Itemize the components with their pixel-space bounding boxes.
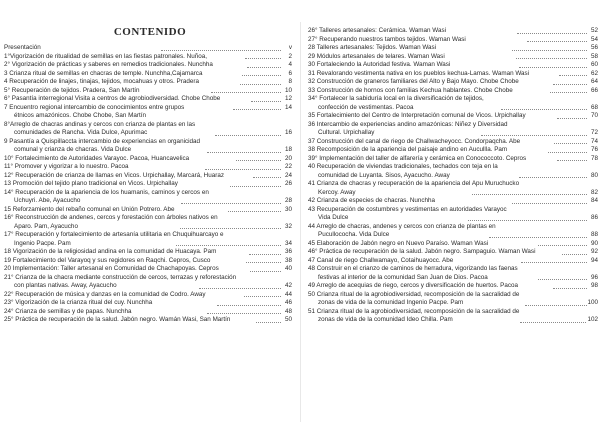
toc-entry-title: 2° Vigorización de prácticas y saberes en remedios tradicionales. Nunchha [4,61,213,68]
dot-leader [253,177,281,178]
toc-entry-title-cont: Cultural. Urpichallay [318,129,375,136]
toc-entry [4,138,292,147]
toc-page-number: 46 [284,299,292,306]
toc-entry [4,291,292,300]
toc-entry-continuation [4,112,292,121]
dot-leader [207,313,281,314]
toc-entry-title: 50 Crianza ritual de la agrobiodiversidad, recomposición de la sacralidad de [308,290,520,298]
toc-page-number: 88 [591,231,599,238]
toc-page-number: 28 [285,197,293,204]
dot-leader [256,322,281,323]
toc-entry [4,265,292,274]
toc-page-number: 96 [591,273,599,281]
dot-leader [249,254,281,255]
toc-page-number: 84 [591,197,599,204]
toc-entry-title: 41 Crianza de chacras y recuperación de la apariencia del Apu Muruchucko [308,180,520,187]
right-column [308,27,598,325]
toc-entry-title: 29 Módulos artesanales de telares. Waman Wasi [308,52,445,60]
toc-entry-continuation [308,172,598,181]
toc-page-number: 58 [591,52,599,60]
toc-page-number: 10 [284,86,292,94]
toc-entry-title: 16° Reconstrucción de andenes, cercos y forestación con árboles nativos en [4,214,218,221]
toc-entry-title: 21° Crianza de la chacra mediante construcción de cercos, terrazas y reforestación [4,273,237,281]
toc-page-number: v [288,44,293,51]
toc-page-number: 60 [590,61,598,68]
toc-entry-title: 40 Recuperación de viviendas tradicionales, techados con teja en la [308,163,498,170]
toc-entry-continuation [4,197,292,206]
toc-entry [4,78,292,87]
toc-entry [308,112,598,121]
dot-leader [176,245,281,246]
toc-entry-title-cont: Uchuyri. Abe, Ayacucho [14,197,81,204]
toc-entry-title: 30 Fortaleciendo la Autoridad festiva. Waman Wasi [308,61,451,68]
toc-entry-continuation [4,146,292,155]
toc-entry-continuation [308,129,598,138]
toc-entry [308,70,598,79]
toc-page-number: 4 [288,61,293,68]
toc-page-number: 24 [285,171,293,179]
toc-entry [308,138,598,147]
dot-leader [251,101,281,102]
toc-entry [4,61,292,70]
toc-entry-title: 11° Promover y vigorizar a lo nuestro. Pacoa [4,163,129,170]
dot-leader [207,152,281,153]
toc-entry-title-cont: comunidad de Luyanta. Sisos, Ayacucho. Away [318,171,450,179]
toc-entry-title-cont: festivas al interior de la comunidad San Juan de Dios. Pacoa [318,273,488,281]
toc-entry-title: 33 Construcción de hornos con familias Kechua hablantes. Chobe Chobe [308,86,513,94]
dot-leader [527,41,587,42]
toc-entry [308,257,598,266]
dot-leader [501,109,587,110]
toc-entry-title: 48 Construir en el crianzo de caminos de herradura, vigorizando las faenas [308,265,518,272]
dot-leader [521,262,587,263]
toc-page-number: 16 [284,129,292,136]
toc-entry-title: 36 Intercambio de experiencias andino amazónicas: Niñez y Diversidad [308,120,508,128]
toc-entry [308,206,598,215]
toc-entry-continuation [4,129,292,138]
dot-leader [559,75,587,76]
dot-leader [181,203,281,204]
toc-page-number: 22 [284,163,292,170]
toc-entry-continuation [308,231,598,240]
toc-entry [4,231,292,240]
toc-entry-title-cont: con plantas nativas. Away, Ayacucho [14,282,117,289]
dot-leader [236,160,281,161]
toc-entry-continuation [308,274,598,283]
toc-entry-title: 46° Práctica de recuperación de la salud. Jabón negro. Sampaguio. Waman Wasi [308,248,536,255]
dot-leader [489,237,587,238]
toc-page-number: 44 [285,290,293,298]
dot-leader [562,254,587,255]
dot-leader [553,288,587,289]
toc-entry-title: 1°Vigorización de ritualidad de semillas en las fiestas patronales. Nuñoa, [4,52,207,60]
dot-leader [481,135,587,136]
dot-leader [538,245,587,246]
toc-entry [308,53,598,62]
toc-entry-title: 8°Arreglo de chacras andinas y cercos con crianza de plantas en las [4,120,196,128]
toc-entry-title: 37 Construcción del canal de riego de Challwacheyocc. Condorpaqcha. Abe [308,137,521,145]
dot-leader [525,305,586,306]
toc-entry-continuation [308,189,598,198]
toc-entry [308,282,598,291]
toc-page-number: 54 [590,35,598,43]
toc-entry [308,61,598,70]
toc-entry-title: 24° Crianza de semillas y de papas. Nunchha [4,307,132,315]
dot-leader [538,279,587,280]
dot-leader [519,177,587,178]
toc-entry [4,316,292,325]
dot-leader [245,58,282,59]
toc-entry-title: 26° Talleres artesanales: Cerámica. Waman Wasi [308,27,447,34]
dot-leader [520,322,586,323]
dot-leader [250,271,281,272]
dot-leader [247,67,281,68]
toc-page-number: 94 [591,256,599,264]
toc-entry-title: 45 Elaboración de Jabón negro en Nuevo Paraíso. Waman Wasi [308,239,489,247]
toc-entry-title: 28 Talleres artesanales: Tejidos. Waman Wasi [308,44,437,51]
toc-entry-title: 38 Recomposición de la apariencia del paisaje andino en Aucullla. Pam [308,146,508,153]
toc-page-number: 34 [284,239,292,247]
dot-leader [215,135,281,136]
toc-page-number: 42 [285,282,293,289]
toc-page-number: 38 [285,256,293,264]
toc-entry-title: 35 Fortalecimiento del Centro de Interpretación comunal de Vicos. Urpichallay [308,112,526,119]
toc-page-number: 18 [285,146,293,153]
toc-page-number: 76 [590,146,598,153]
dot-leader [517,33,587,34]
toc-entry [308,265,598,274]
toc-entry-title: 18 Vigorización de la religiosidad andina en la comunidad de Huacaya. Pam [4,248,217,255]
toc-page-number: 90 [590,239,598,247]
toc-page-number: 64 [590,78,598,85]
toc-page-number: 26 [285,180,293,187]
toc-entry-title: 12° Recuperación de crianza de llamas en Vicos. Urpichallay, Marcará, Huaraz [4,171,224,179]
toc-entry-title-cont: Vida Dulce [318,214,349,221]
toc-entry-title: 4 Recuperación de linajes, tinajas, tejidos, mocahuas y otros. Pradera [4,78,199,85]
toc-entry [308,291,598,300]
toc-page-number: 74 [591,137,599,145]
toc-entry [4,95,292,104]
toc-entry-title: 6° Pasantía interregional Visita a centros de agrobiodiversidad. Chobe Chobe [4,95,221,102]
toc-page-number: 50 [285,316,293,323]
dot-leader [516,58,587,59]
toc-page-number: 70 [590,112,598,119]
dot-leader [550,92,587,93]
toc-entry [308,163,598,172]
toc-entry [308,197,598,206]
toc-entry [4,172,292,181]
toc-entry-title: 19 Fortalecimiento del Varayoq y sus regidores en Raqchi. Cepros, Cusco [4,256,211,264]
toc-page-number: 20 [284,154,292,162]
toc-page-number: 40 [284,265,292,272]
toc-page-number: 48 [285,307,293,315]
toc-entry-title-cont: comunal y crianza de chacras. Vida Dulce [14,146,132,153]
toc-entry [4,274,292,283]
toc-page-number: 92 [590,248,598,255]
toc-entry [308,248,598,257]
dot-leader [211,92,281,93]
toc-entry-title-cont: Ingenio Pacpe. Pam [14,239,71,247]
toc-entry [308,180,598,189]
dot-leader [246,262,281,263]
toc-entry-title: 23° Vigorización de la crianza ritual del cuy. Nunchha [4,299,153,306]
toc-entry [308,87,598,96]
dot-leader [240,84,281,85]
dot-leader [199,288,281,289]
toc-page-number: 102 [587,316,598,323]
toc-entry-title: 17° Recuperación y fortalecimiento de artesanía utilitaria en Chuquihuarcayo e [4,231,224,238]
toc-entry-title: 5° Recuperación de tejidos. Pradera, San Martín [4,86,140,94]
toc-entry [4,180,292,189]
dot-leader [217,305,281,306]
toc-entry [4,299,292,308]
dot-leader [548,152,587,153]
toc-entry-title: Presentación [4,44,41,51]
toc-entry-continuation [308,214,598,223]
toc-entry [4,70,292,79]
toc-page-number: 6 [288,69,293,77]
toc-entry-title: 39° Implementación del taller de alfarería y cerámica en Conococcoto. Cepros [308,154,527,162]
toc-entry [308,95,598,104]
toc-entry-title: 27° Recuperando nuestros tambos tejidos. Waman Wasi [308,35,466,43]
toc-entry [308,78,598,87]
dot-leader [180,228,281,229]
dot-leader [228,211,281,212]
toc-entry [308,44,598,53]
toc-entry-title: 22° Recuperación de música y danzas en la comunidad de Codro. Away [4,290,206,298]
toc-entry-title: 31 Revalorando vestimenta nativa en los pueblos kechua-Lamas. Waman Wasi [308,69,530,77]
dot-leader [472,194,587,195]
toc-entry-title: 9 Pasantía a Quispillaccta intercambio de experiencias en organicidad [4,137,201,145]
toc-entry-title: 34° Fortalecer la sabiduría local en la diversificación de tejidos, [308,95,484,102]
toc-entry [308,240,598,249]
toc-entry-continuation [308,104,598,113]
toc-entry [4,44,292,53]
toc-entry [308,223,598,232]
dot-leader [242,75,281,76]
contents-title: CONTENIDO [113,26,187,38]
toc-page-number: 56 [591,44,599,51]
toc-page-number: 100 [587,299,599,306]
toc-entry [308,27,598,36]
dot-leader [161,50,281,51]
toc-entry-title: 42 Crianza de especies de chacras. Nunchha [308,197,436,204]
toc-page-number: 72 [590,129,598,136]
dot-leader [468,220,587,221]
toc-page-number: 52 [591,27,599,34]
toc-page-number: 86 [590,214,598,221]
toc-entry-title-cont: confección de vestimentas. Pacoa [318,103,414,111]
toc-entry [4,308,292,317]
toc-entry-title: 49 Arreglo de acequias de riego, cercos y diversificación de huertos. Pacoa [308,282,519,289]
dot-leader [554,143,587,144]
toc-entry-title: 43 Recuperación de costumbres y vestimentas en autoridades Varayoc [308,205,507,213]
toc-entry-continuation [4,223,292,232]
dot-leader [557,160,587,161]
toc-entry [4,121,292,130]
dot-leader [557,118,587,119]
toc-entry [308,308,598,317]
toc-entry [4,53,292,62]
dot-leader [205,169,281,170]
toc-entry-title: 25° Práctica de recuperación de la salud. Jabón negro. Wamán Wasi, San Martín [4,316,231,323]
toc-entry-title: 51 Crianza ritual de la agrobiodiversidad, recomposición de la sacralidad de [308,307,520,315]
toc-page-number: 12 [285,95,293,102]
toc-page-number: 80 [590,171,598,179]
toc-entry-title: 14° Recuperación de la apariencia de los huamanis, caminos y cercos en [4,188,209,196]
dot-leader [244,296,281,297]
toc-entry-title-cont: Aparo. Pam, Ayacucho [14,222,78,230]
dot-leader [512,50,587,51]
toc-entry [4,257,292,266]
toc-entry-title: 3 Crianza ritual de semillas en chacras de temple. Nunchha,Cajamarca [4,69,203,77]
left-column [4,44,292,325]
toc-entry [4,104,292,113]
dot-leader [512,203,587,204]
toc-page-number: 82 [591,188,599,196]
toc-entry [4,189,292,198]
toc-entry-title-cont: Pucullococha. Vida Dulce [318,231,390,238]
column-divider [300,22,301,422]
toc-page-number: 68 [590,103,598,111]
toc-page-number: 36 [284,248,292,255]
toc-page-number: 62 [590,69,598,77]
toc-entry-title: 44 Arreglo de chacras, andenes y cercos con crianza de plantas en [308,222,496,230]
toc-page-number: 66 [590,86,598,94]
toc-entry-title: 47 Canal de riego Challwamayo, Cotaihuayocc. Abe [308,256,454,264]
toc-entry-title-cont: Kercoy. Away [318,188,356,196]
toc-entry [4,87,292,96]
toc-entry-title-cont: zonas de vida de la comunidad Ingenio Pacpe. Pam [318,299,464,306]
dot-leader [553,84,587,85]
toc-entry-title: 15 Reforzamiento del rebaño comunal en Unión Potrero. Abe [4,205,175,213]
toc-entry-continuation [308,316,598,325]
dot-leader [519,67,587,68]
toc-entry [4,155,292,164]
toc-entry-title: 20 Implementación: Taller artesanal en Comunidad de Chachapoyas. Cepros [4,265,219,272]
toc-page-number: 30 [285,205,293,213]
toc-page-number: 14 [284,103,292,111]
toc-page-number: 98 [590,282,598,289]
toc-entry-title: 32 Construcción de graneros familiares del Alto y Bajo Mayo. Chobe Chobe [308,78,519,85]
toc-page-number: 2 [288,52,293,60]
toc-entry [4,163,292,172]
toc-entry-continuation [4,240,292,249]
toc-entry-title-cont: comunidades de Rancha. Vida Dulce, Apurimac [14,129,148,136]
toc-entry-continuation [308,299,598,308]
toc-entry [4,248,292,257]
toc-page-number: 78 [590,154,598,162]
toc-entry-title: 13 Promoción del tejido plano tradicional en Vicos. Urpichallay [4,180,178,187]
toc-entry-title: 7 Encuentro regional intercambio de conocimientos entre grupos [4,103,185,111]
toc-entry-continuation [4,282,292,291]
toc-entry [308,155,598,164]
dot-leader [230,186,281,187]
toc-entry [4,206,292,215]
toc-page-number: 32 [285,222,293,230]
toc-entry [308,36,598,45]
toc-entry [4,214,292,223]
dot-leader [233,109,281,110]
toc-entry [308,121,598,130]
toc-entry-title-cont: étnicos amazónicos. Chobe Chobe, San Martín [14,112,146,119]
toc-entry-title: 10° Fortalecimiento de Autoridades Varayoc. Pacoa, Huancavelica [4,154,190,162]
toc-entry [308,146,598,155]
toc-entry-title-cont: zonas de vida de la comunidad Ideo Chilla. Pam [318,316,453,323]
toc-page-number: 8 [288,78,292,85]
